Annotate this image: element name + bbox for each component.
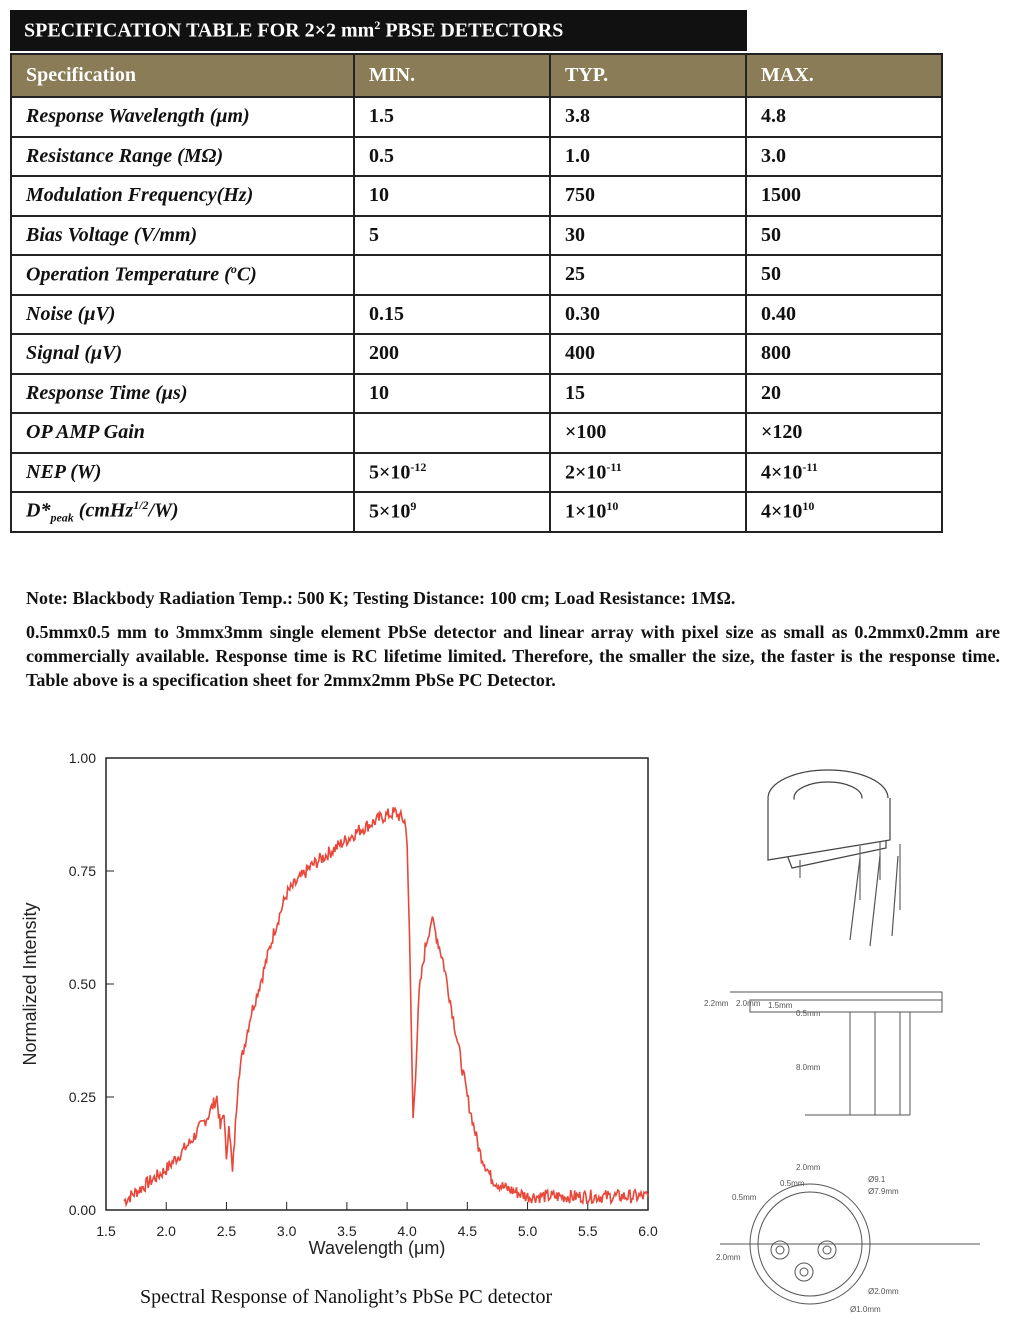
cell-min: $5\times 10^9$	[354, 492, 550, 532]
plot-frame	[106, 758, 648, 1210]
row-label: Modulation Frequency(Hz)	[11, 176, 354, 216]
cell-max: 3.0	[746, 137, 942, 177]
x-tick-label: 3.0	[276, 1223, 297, 1239]
chart-caption: Spectral Response of Nanolight’s PbSe PC detector	[140, 1286, 553, 1308]
to-can-3d-illustration	[768, 770, 900, 946]
x-tick-label: 4.5	[457, 1223, 478, 1239]
row-label: OP AMP Gain	[11, 413, 354, 453]
x-tick-label: 2.0	[156, 1223, 176, 1239]
cell-typ: $1\times 10^{10}$	[550, 492, 746, 532]
package-drawings	[700, 760, 1000, 1320]
header-max: MAX.	[746, 54, 942, 97]
table-title: SPECIFICATION TABLE FOR 2×2 $mm^2$ PBSE DETECTORS	[10, 10, 747, 51]
row-label: Bias Voltage (V/mm)	[11, 216, 354, 256]
cell-max: 1500	[746, 176, 942, 216]
y-axis-label: Normalized Intensity	[20, 902, 40, 1066]
test-note: Note: Blackbody Radiation Temp.: 500 K; Testing Distance: 100 cm; Load Resistance: 1MΩ.	[26, 588, 736, 608]
cell-typ: 25	[550, 255, 746, 295]
cell-typ: $2\times 10^{-11}$	[550, 453, 746, 493]
dim-top-a: 2.0mm	[796, 1163, 821, 1172]
x-tick-label: 6.0	[638, 1223, 658, 1239]
dim-top-f: 2.0mm	[716, 1253, 741, 1262]
cell-typ: 1.0	[550, 137, 746, 177]
cell-max: 50	[746, 216, 942, 256]
table-row	[11, 176, 942, 216]
row-label: Signal (μV)	[11, 334, 354, 374]
x-tick-label: 5.0	[517, 1223, 538, 1239]
header-min: MIN.	[354, 54, 550, 97]
x-tick-label: 2.5	[216, 1223, 237, 1239]
cell-typ: 400	[550, 334, 746, 374]
table-row	[11, 137, 942, 177]
table-row	[11, 255, 942, 295]
cell-max: 50	[746, 255, 942, 295]
cell-min: 10	[354, 176, 550, 216]
cell-min: 200	[354, 334, 550, 374]
cell-min: 0.5	[354, 137, 550, 177]
row-label: $D*_{peak}$ (cmHz$^{1/2}$/W)	[11, 492, 354, 532]
x-tick-label: 3.5	[337, 1223, 357, 1239]
spectral-response-chart	[10, 740, 670, 1270]
x-axis-label: Wavelength (μm)	[308, 1238, 446, 1258]
cell-max: 0.40	[746, 295, 942, 335]
cell-min: 1.5	[354, 97, 550, 137]
row-label: Noise (μV)	[11, 295, 354, 335]
cell-typ: 750	[550, 176, 746, 216]
dim-top-h: Ø1.0mm	[850, 1305, 881, 1314]
dim-top-d: Ø7.9mm	[868, 1187, 899, 1196]
y-axis-ticks	[69, 750, 114, 1218]
description-paragraph: 0.5mmx0.5 mm to 3mmx3mm single element PbSe detector and linear array with pixel size as small as 0.2mmx0.2mm are commercially available. Response time is RC lifetime limited. Therefore, the smaller the size, the faster is the response time. Table above is a specification sheet for 2mmx2mm PbSe PC Detector.	[26, 622, 1000, 690]
x-tick-label: 1.5	[96, 1223, 116, 1239]
dim-h-b: 1.5mm	[768, 1001, 793, 1010]
table-row	[11, 216, 942, 256]
table-row	[11, 413, 942, 453]
dim-h-total: 2.2mm	[704, 999, 729, 1008]
cell-min: 10	[354, 374, 550, 414]
dim-lead: 8.0mm	[796, 1063, 821, 1072]
cell-max: 800	[746, 334, 942, 374]
side-view-drawing	[704, 992, 942, 1115]
spec-table	[10, 53, 943, 533]
header-typ: TYP.	[550, 54, 746, 97]
table-row	[11, 453, 942, 493]
x-axis-ticks	[96, 1202, 658, 1239]
y-tick-label: 0.00	[68, 1202, 96, 1218]
cell-max: $4\times 10^{-11}$	[746, 453, 942, 493]
table-header-row	[11, 54, 942, 97]
y-tick-label: 0.50	[68, 976, 96, 992]
x-tick-label: 5.5	[578, 1223, 598, 1239]
cell-typ: ×100	[550, 413, 746, 453]
dim-h-a: 2.0mm	[736, 999, 761, 1008]
dim-top-b: 0.5mm	[780, 1179, 805, 1188]
table-row	[11, 334, 942, 374]
header-specification: Specification	[11, 54, 354, 97]
cell-max: 20	[746, 374, 942, 414]
table-row	[11, 492, 942, 532]
cell-min	[354, 255, 550, 295]
cell-min: 5	[354, 216, 550, 256]
dim-top-e: 0.5mm	[732, 1193, 757, 1202]
cell-typ: 30	[550, 216, 746, 256]
row-label: Operation Temperature ($^o$C)	[11, 255, 354, 295]
y-tick-label: 0.25	[68, 1089, 96, 1105]
row-label: Resistance Range (MΩ)	[11, 137, 354, 177]
row-label: Response Wavelength (μm)	[11, 97, 354, 137]
top-view-drawing	[716, 1163, 980, 1314]
cell-max: 4.8	[746, 97, 942, 137]
y-tick-label: 1.00	[68, 750, 96, 766]
cell-typ: 3.8	[550, 97, 746, 137]
cell-min: $5\times 10^{-12}$	[354, 453, 550, 493]
cell-min: 0.15	[354, 295, 550, 335]
table-row	[11, 374, 942, 414]
series-line	[124, 807, 648, 1204]
cell-max: $4\times 10^{10}$	[746, 492, 942, 532]
cell-typ: 15	[550, 374, 746, 414]
dim-h-c: 0.5mm	[796, 1009, 821, 1018]
cell-typ: 0.30	[550, 295, 746, 335]
row-label: Response Time (μs)	[11, 374, 354, 414]
row-label: NEP (W)	[11, 453, 354, 493]
dim-top-g: Ø2.0mm	[868, 1287, 899, 1296]
y-tick-label: 0.75	[68, 863, 96, 879]
table-row	[11, 97, 942, 137]
cell-max: ×120	[746, 413, 942, 453]
x-tick-label: 4.0	[397, 1223, 417, 1239]
cell-min	[354, 413, 550, 453]
dim-top-c: Ø9.1	[868, 1175, 886, 1184]
table-row	[11, 295, 942, 335]
